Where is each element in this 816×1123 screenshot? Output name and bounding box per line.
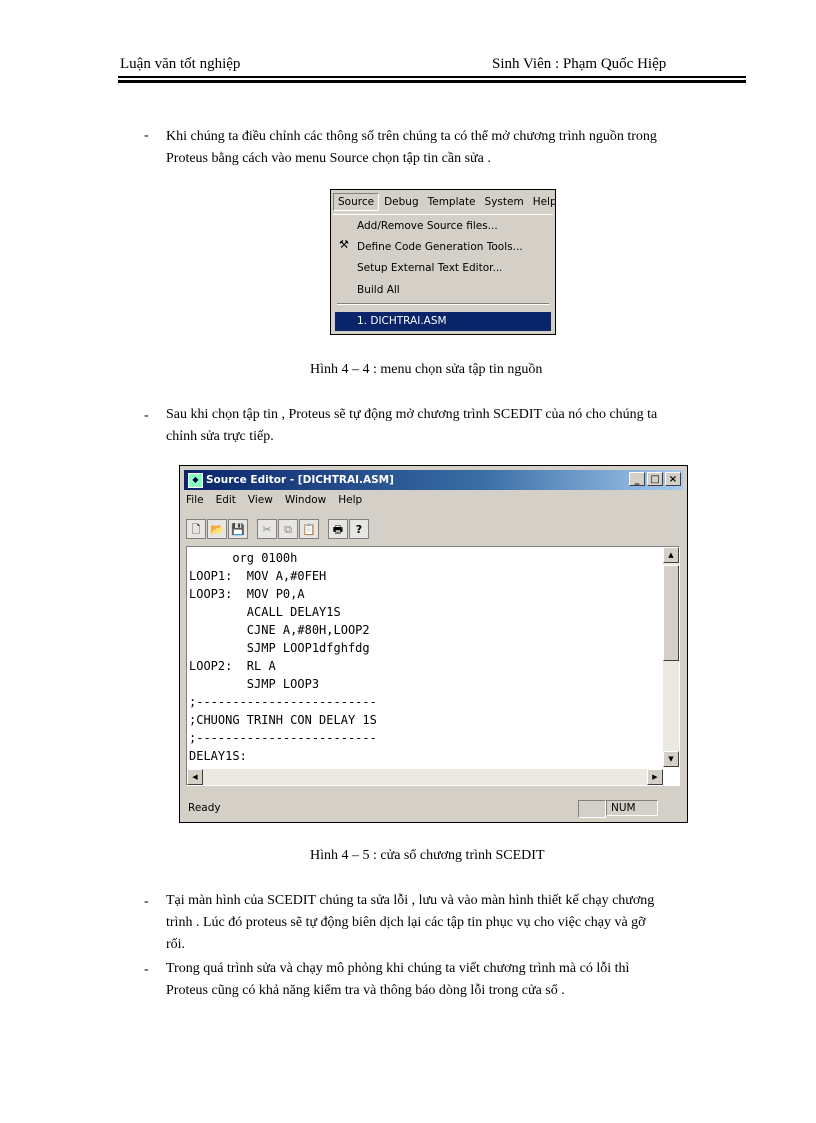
paste-icon[interactable]: 📋 bbox=[299, 519, 319, 539]
menu-separator bbox=[337, 303, 549, 305]
paragraph-3 bbox=[166, 890, 676, 956]
menu-debug[interactable]: Debug bbox=[384, 196, 419, 208]
minimize-button[interactable]: _ bbox=[629, 472, 645, 486]
code-line[interactable]: CJNE A,#80H,LOOP2 bbox=[189, 623, 370, 637]
menu-help[interactable]: Help bbox=[532, 196, 557, 208]
figure1-caption: Hình 4 – 4 : menu chọn sửa tập tin nguồn bbox=[310, 362, 543, 377]
menu-item-add-remove[interactable]: Add/Remove Source files... bbox=[357, 220, 498, 232]
print-icon[interactable]: 🖶 bbox=[328, 519, 348, 539]
tools-icon: ⚒ bbox=[339, 238, 349, 251]
paragraph-line: rối. bbox=[166, 937, 186, 952]
code-line[interactable]: LOOP1: MOV A,#0FEH bbox=[189, 569, 327, 583]
menu-file[interactable]: File bbox=[186, 494, 204, 506]
menu-item-setup-editor[interactable]: Setup External Text Editor... bbox=[357, 262, 503, 274]
toolbar bbox=[186, 516, 370, 542]
title-bar bbox=[184, 470, 683, 490]
bullet: - bbox=[144, 894, 149, 909]
menu-template[interactable]: Template bbox=[427, 196, 476, 208]
header-rule bbox=[118, 76, 746, 78]
code-area[interactable] bbox=[186, 546, 680, 786]
header-right: Sinh Viên : Phạm Quốc Hiệp bbox=[492, 56, 667, 72]
bullet: - bbox=[144, 962, 149, 977]
open-folder-icon[interactable]: 📂 bbox=[207, 519, 227, 539]
code-line[interactable]: ACALL DELAY1S bbox=[189, 605, 341, 619]
code-line[interactable]: LOOP3: MOV P0,A bbox=[189, 587, 305, 601]
copy-icon[interactable]: ⧉ bbox=[278, 519, 298, 539]
source-editor-window bbox=[179, 465, 688, 823]
code-line[interactable]: SJMP LOOP3 bbox=[189, 677, 320, 691]
bullet: - bbox=[144, 408, 149, 423]
paragraph-line: Proteus bằng cách vào menu Source chọn tập tin cần sửa . bbox=[166, 151, 491, 166]
save-icon[interactable]: 💾 bbox=[228, 519, 248, 539]
paragraph-line: Khi chúng ta điều chỉnh các thông số trên chúng ta có thể mở chương trình nguồn trong bbox=[166, 129, 657, 144]
help-icon[interactable]: ? bbox=[349, 519, 369, 539]
menubar bbox=[331, 190, 555, 214]
window-title: Source Editor - [DICHTRAI.ASM] bbox=[206, 474, 394, 486]
bullet: - bbox=[144, 128, 149, 143]
menu-edit[interactable]: Edit bbox=[215, 494, 236, 506]
vertical-scroll-thumb[interactable] bbox=[663, 565, 679, 661]
code-line[interactable]: ;CHUONG TRINH CON DELAY 1S bbox=[189, 713, 377, 727]
menu-help[interactable]: Help bbox=[338, 494, 363, 506]
code-line[interactable]: LOOP2: RL A bbox=[189, 659, 276, 673]
new-file-icon[interactable]: 🗋 bbox=[186, 519, 206, 539]
vertical-scrollbar[interactable] bbox=[663, 547, 679, 767]
source-menu-figure bbox=[330, 189, 556, 335]
status-bar bbox=[186, 800, 680, 818]
code-line[interactable]: ;------------------------- bbox=[189, 731, 377, 745]
figure2-caption: Hình 4 – 5 : cửa sổ chương trình SCEDIT bbox=[310, 848, 545, 863]
code-line[interactable]: ;------------------------- bbox=[189, 695, 377, 709]
app-icon: ◆ bbox=[188, 473, 203, 488]
paragraph-line: chỉnh sửa trực tiếp. bbox=[166, 429, 274, 444]
source-dropdown bbox=[333, 214, 553, 332]
code-text[interactable] bbox=[189, 549, 659, 765]
maximize-button[interactable]: □ bbox=[647, 472, 663, 486]
paragraph-line: trình . Lúc đó proteus sẽ tự động biên dịch lại các tập tin phục vụ cho việc chạy và gỡ bbox=[166, 915, 646, 930]
cut-icon[interactable]: ✂ bbox=[257, 519, 277, 539]
header-left: Luận văn tốt nghiệp bbox=[120, 56, 241, 72]
paragraph-line: Trong quá trình sửa và chạy mô phỏng khi chúng ta viết chương trình mà có lỗi thì bbox=[166, 961, 630, 976]
menu-item-build-all[interactable]: Build All bbox=[357, 284, 400, 296]
code-line[interactable]: org 0100h bbox=[189, 551, 298, 565]
scroll-up-icon[interactable]: ▲ bbox=[663, 547, 679, 563]
menu-item-recent-file[interactable]: 1. DICHTRAI.ASM bbox=[335, 312, 551, 331]
paragraph-1 bbox=[166, 126, 676, 170]
menu-view[interactable]: View bbox=[247, 494, 273, 506]
menu-system[interactable]: System bbox=[484, 196, 524, 208]
scroll-down-icon[interactable]: ▼ bbox=[663, 751, 679, 767]
close-button[interactable]: × bbox=[665, 472, 681, 486]
code-line[interactable]: DELAY1S: bbox=[189, 749, 247, 763]
paragraph-line: Proteus cũng có khả năng kiểm tra và thông báo dòng lỗi trong cửa sổ . bbox=[166, 983, 565, 998]
paragraph-2 bbox=[166, 404, 676, 448]
scroll-left-icon[interactable]: ◀ bbox=[187, 769, 203, 785]
horizontal-scrollbar[interactable] bbox=[187, 769, 663, 785]
paragraph-line: Sau khi chọn tập tin , Proteus sẽ tự động mở chương trình SCEDIT của nó cho chúng ta bbox=[166, 407, 658, 422]
menu-item-define-tools[interactable]: Define Code Generation Tools... bbox=[357, 241, 523, 253]
status-text: Ready bbox=[188, 802, 221, 814]
num-lock-indicator: NUM bbox=[606, 800, 658, 816]
menu-source[interactable]: Source bbox=[333, 193, 379, 211]
paragraph-line: Tại màn hình của SCEDIT chúng ta sửa lỗi , lưu và vào màn hình thiết kế chạy chương bbox=[166, 893, 655, 908]
header-rule-thick bbox=[118, 80, 746, 83]
scroll-right-icon[interactable]: ▶ bbox=[647, 769, 663, 785]
status-panel bbox=[578, 800, 606, 818]
editor-menubar bbox=[186, 494, 362, 506]
menu-window[interactable]: Window bbox=[284, 494, 327, 506]
paragraph-4 bbox=[166, 958, 676, 1002]
code-line[interactable]: SJMP LOOP1dfghfdg bbox=[189, 641, 370, 655]
